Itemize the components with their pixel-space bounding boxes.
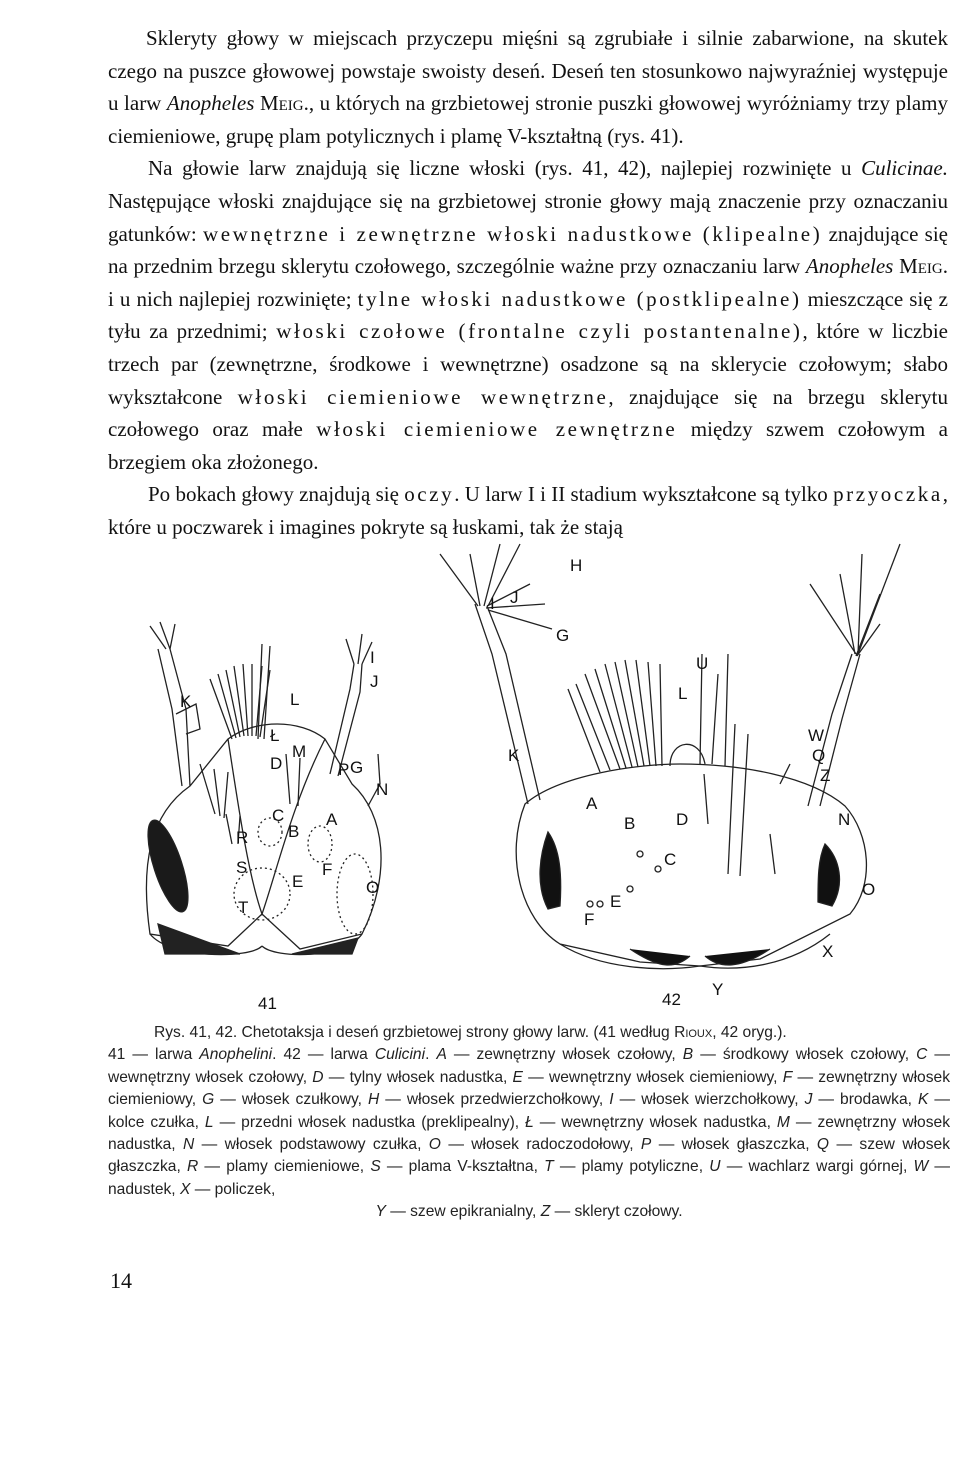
genus-name: Anopheles — [166, 91, 255, 116]
fig41-label-P: P — [338, 760, 350, 779]
head-capsule-42 — [516, 764, 866, 966]
paragraph-2 — [108, 152, 948, 478]
legend-letter: Y — [375, 1203, 386, 1221]
legend-letter: Ł — [525, 1113, 534, 1131]
fig42-label-F: F — [584, 910, 595, 929]
eye-spot-right-42 — [818, 844, 839, 906]
fig41-label-Ł: Ł — [270, 726, 280, 745]
fig42-label-B: B — [624, 814, 636, 833]
text-run: mieszczące się z tyłu za przednimi; — [108, 286, 949, 344]
fig42-label-X: X — [822, 942, 834, 961]
legend-text: — zewnętrzny włosek ciemieniowy, — [108, 1068, 950, 1109]
fig42-label-G: G — [556, 626, 570, 645]
spaced-term: włoski czołowe (frontalne czyli postantenalne) — [276, 319, 803, 344]
fig42-label-H: H — [570, 556, 583, 575]
text-run: Następujące włoski znajdujące się na grzbietowej stronie głowy mają znaczenie przy oznaczaniu gatunków: — [108, 188, 948, 246]
legend-letter: O — [428, 1136, 441, 1154]
legend-letter: A — [436, 1046, 447, 1064]
fig42-label-E: E — [610, 892, 622, 911]
text-run: , 42 oryg.). — [712, 1024, 787, 1041]
figure-41-drawing — [140, 622, 381, 955]
legend-text: — nadustek, — [108, 1158, 950, 1198]
fig41-label-G: G — [350, 758, 364, 777]
legend-last-entries — [375, 1203, 682, 1220]
author-name: Meig — [899, 254, 943, 279]
legend-text: — brodawka, — [812, 1091, 918, 1109]
legend-letter: M — [776, 1113, 790, 1131]
legend-text: — wachlarz wargi górnej, — [720, 1158, 914, 1176]
fig42-label-Z: Z — [820, 766, 831, 785]
legend-text: — włosek podstawowy czułka, — [194, 1136, 429, 1154]
figures-drawing — [0, 514, 960, 1034]
spaced-term: włoski ciemieniowe wewnętrzne — [237, 384, 609, 409]
fig42-label-U: U — [696, 654, 709, 673]
legend-text: — plama V-kształtna, — [380, 1158, 545, 1176]
legend-text: — włosek czułkowy, — [214, 1091, 368, 1109]
figures-block — [0, 514, 960, 1034]
author-name: Meig — [259, 91, 304, 116]
fig41-label-M: M — [292, 742, 307, 761]
spaced-term: tylne włoski nadustkowe (postklipealne) — [357, 286, 802, 311]
legend-text: — zewnętrzny włosek czołowy, — [446, 1046, 683, 1064]
text-run: Skleryty głowy w miejscach przyczepu mięśni są zgrubiałe i silnie zabarwione, na skutek czego na puszce głowowej powstaje swoisty deseń. Deseń ten stosunkowo najwyraźniej występuje u larw — [108, 26, 948, 116]
fig41-label-J: J — [370, 672, 379, 691]
fig42-label-O: O — [862, 880, 876, 899]
fig42-label-C: C — [664, 850, 677, 869]
legend-text: — plamy potyliczne, — [553, 1158, 710, 1176]
fig41-label-A: A — [326, 810, 338, 829]
author-name: Rioux — [674, 1024, 713, 1041]
taxon-name: Anophelini — [199, 1046, 273, 1064]
legend-letter: L — [204, 1113, 214, 1131]
text-run: znajdujące się na przednim brzegu sklerytu czołowego, szczególnie ważne przy oznaczaniu larw — [108, 221, 948, 279]
taxon-name: Culicini — [374, 1046, 426, 1064]
hairs-41 — [200, 764, 228, 818]
legend-letter: Q — [816, 1136, 830, 1154]
legend-letter: W — [913, 1158, 929, 1176]
legend-letter: F — [782, 1068, 793, 1086]
text-run: . U larw I i II stadium wykształcone są tylko — [454, 482, 834, 507]
legend-letter: H — [368, 1091, 380, 1109]
fig41-label-N: N — [376, 780, 389, 799]
eye-spot-left-42 — [540, 832, 561, 909]
fig41-label-F: F — [322, 860, 333, 879]
fig41-label-D: D — [270, 754, 283, 773]
legend-text: — włosek głaszczka, — [651, 1136, 817, 1154]
legend-text: — zewnętrzny włosek nadustka, — [108, 1113, 950, 1154]
labral-fan-42 — [568, 660, 662, 772]
text-run: Po bokach głowy znajdują się — [148, 482, 405, 507]
spaced-term: wewnętrzne i zewnętrzne włoski nadustkowe (klipealne) — [202, 221, 823, 246]
text-run: między szwem czołowym a brzegiem oka złożonego. — [108, 417, 948, 474]
fig42-label-A: A — [586, 794, 598, 813]
legend-letter: P — [640, 1136, 652, 1154]
head-capsule-41 — [146, 724, 381, 949]
legend-entries — [108, 1046, 950, 1197]
legend-text: — wewnętrzny włosek ciemieniowy, — [522, 1068, 783, 1086]
legend-letter: K — [917, 1091, 929, 1109]
legend-text: — skleryt czołowy. — [550, 1203, 683, 1221]
legend-letter: S — [370, 1158, 381, 1176]
legend-text: — tylny włosek nadustka, — [323, 1068, 513, 1086]
legend-text: — plamy ciemieniowe, — [198, 1158, 371, 1176]
legend-text: — włosek przedwierzchołkowy, — [379, 1091, 610, 1109]
legend-text: — wewnętrzny włosek nadustka, — [533, 1113, 777, 1131]
legend-letter: J — [804, 1091, 813, 1109]
spaced-term: oczy — [404, 482, 455, 507]
legend-text: — włosek radoczodołowy, — [440, 1136, 641, 1154]
fig41-label-L: L — [290, 690, 300, 709]
text-run: , które w liczbie trzech par (zewnętrzne, środkowe i wewnętrzne) osadzone są na sklerycie czołowym; słabo wykształcone — [108, 319, 948, 409]
taxon-name: Culicinae. — [861, 156, 948, 181]
fig42-label-Q: Q — [812, 746, 826, 765]
figure-41-number: 41 — [258, 994, 277, 1013]
antenna-left-42 — [475, 604, 540, 804]
fig41-label-O: O — [366, 878, 380, 897]
legend-text: — szew epikranialny, — [385, 1203, 541, 1221]
fig41-label-B: B — [288, 822, 300, 841]
fig42-label-L: L — [678, 684, 688, 703]
fig42-label-I: I — [490, 594, 495, 613]
legend-letter: T — [544, 1158, 554, 1176]
fig42-label-J: J — [510, 588, 519, 607]
antenna-left-41 — [158, 649, 190, 786]
fig41-label-T: T — [238, 898, 249, 917]
text-run: . 42 — larwa — [272, 1046, 375, 1064]
fig41-label-K: K — [180, 692, 192, 711]
fig41-label-E: E — [292, 872, 304, 891]
legend-text: — przedni włosek nadustka (preklipealny), — [213, 1113, 526, 1131]
fig42-label-D: D — [676, 810, 689, 829]
legend-text: — szew włosek głaszczka, — [108, 1136, 950, 1176]
legend-text: — środkowy włosek czołowy, — [693, 1046, 917, 1064]
fig41-label-S: S — [236, 858, 248, 877]
fig42-label-W: W — [808, 726, 825, 745]
occiput-42 — [560, 934, 830, 969]
genus-name: Anopheles — [805, 254, 894, 279]
legend-text: — kolce czułka, — [108, 1091, 950, 1131]
legend-letter: E — [512, 1068, 523, 1086]
legend-text: — policzek, — [190, 1180, 276, 1198]
text-run: . — [425, 1046, 437, 1064]
legend-letter: G — [202, 1091, 215, 1109]
text-run: Na głowie larw znajdują się liczne włoski (rys. 41, 42), najlepiej rozwinięte u — [148, 156, 862, 181]
legend-letter: U — [709, 1158, 721, 1176]
text-run: . i u nich najlepiej rozwinięte; — [108, 254, 948, 311]
caption-title — [108, 1022, 950, 1044]
legend-letter: I — [609, 1091, 614, 1109]
legend-text: — wewnętrzny włosek czołowy, — [108, 1046, 950, 1086]
figure-caption — [108, 1022, 950, 1224]
text-run: ., u których na grzbietowej stronie puszki głowowej wyróżniamy trzy plamy ciemieniowe, grupę plam potylicznych i plamę V-kształtną (rys. 41). — [108, 91, 948, 148]
legend-letter: Z — [540, 1203, 551, 1221]
spaced-term: włoski ciemieniowe zewnętrzne — [316, 417, 678, 442]
legend-letter: N — [183, 1136, 195, 1154]
eye-spot-41 — [140, 816, 196, 916]
text-run: Rys. 41, 42. Chetotaksja i deseń grzbietowej strony głowy larw. (41 według — [154, 1024, 675, 1041]
legend-letter: B — [682, 1046, 694, 1064]
spaced-term: przyoczka — [833, 482, 943, 507]
body-text — [108, 22, 948, 544]
paragraph-1 — [108, 22, 948, 152]
page-number: 14 — [110, 1268, 132, 1293]
fig42-label-K: K — [508, 746, 520, 765]
legend-letter: D — [312, 1068, 324, 1086]
fig41-label-I: I — [370, 648, 375, 667]
fig42-label-Y: Y — [712, 980, 724, 999]
caption-legend — [108, 1044, 950, 1201]
legend-letter: X — [179, 1180, 191, 1198]
caption-last-line — [108, 1201, 950, 1223]
fig41-label-C: C — [272, 806, 285, 825]
fig42-label-N: N — [838, 810, 851, 829]
legend-text: — włosek wierzchołkowy, — [613, 1091, 805, 1109]
text-run: 41 — larwa — [108, 1046, 200, 1064]
text-run: , znajdujące się na brzegu sklerytu czołowego oraz małe — [108, 384, 949, 442]
fig41-label-R: R — [236, 828, 249, 847]
legend-letter: R — [186, 1158, 199, 1176]
legend-letter: C — [916, 1046, 928, 1064]
text-run: , które u poczwarek i imagines pokryte są łuskami, tak że stają — [108, 482, 949, 539]
figure-42-number: 42 — [662, 990, 681, 1009]
